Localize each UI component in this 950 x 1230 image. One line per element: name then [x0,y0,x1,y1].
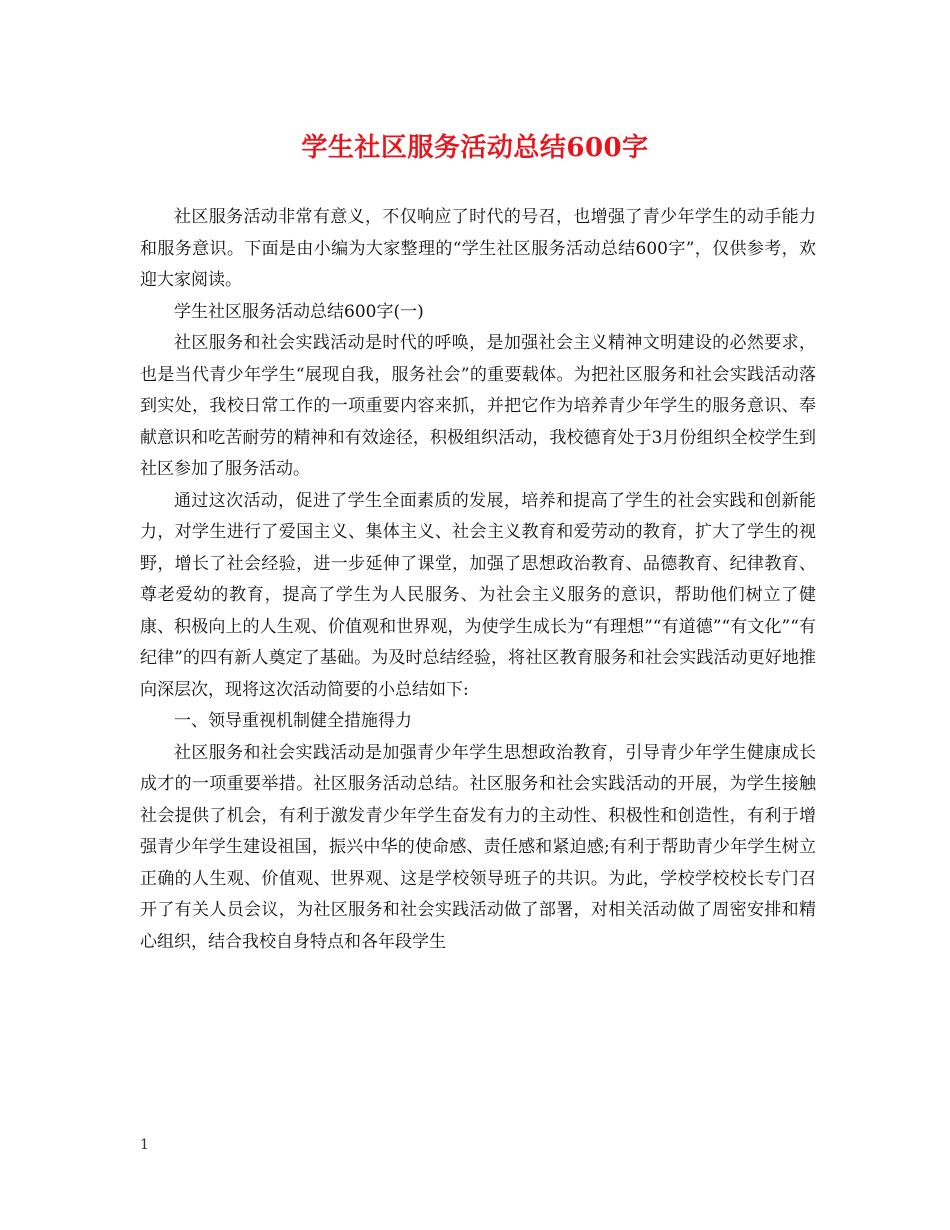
body-paragraph: 社区服务和社会实践活动是时代的呼唤，是加强社会主义精神文明建设的必然要求，也是当代青少年学生“展现自我，服务社会”的重要载体。为把社区服务和社会实践活动落到实处，我校日常工作的一项重要内容来抓，并把它作为培养青少年学生的服务意识、奉献意识和吃苦耐劳的精神和有效途径，积极组织活动，我校德育处于3月份组织全校学生到社区参加了服务活动。 [140,333,816,479]
body-paragraph: 通过这次活动，促进了学生全面素质的发展，培养和提高了学生的社会实践和创新能力，对学生进行了爱国主义、集体主义、社会主义教育和爱劳动的教育，扩大了学生的视野，增长了社会经验，进一步延伸了课堂，加强了思想政治教育、品德教育、纪律教育、尊老爱幼的教育，提高了学生为人民服务、为社会主义服务的意识，帮助他们树立了健康、积极向上的人生观、价值观和世界观，为使学生成长为“有理想”“有道德”“有文化”“有纪律”的四有新人奠定了基础。为及时总结经验，将社区教育服务和社会实践活动更好地推向深层次，现将这次活动简要的小总结如下: [140,490,816,700]
page-number: 1 [140,1137,149,1153]
body-paragraph: 社区服务和社会实践活动是加强青少年学生思想政治教育，引导青少年学生健康成长成才的一项重要举措。社区服务活动总结。社区服务和社会实践活动的开展，为学生接触社会提供了机会，有利于激发青少年学生奋发有力的主动性、积极性和创造性，有利于增强青少年学生建设祖国，振兴中华的使命感、责任感和紧迫感;有利于帮助青少年学生树立正确的人生观、价值观、世界观、这是学校领导班子的共识。为此，学校学校校长专门召开了有关人员会议，为社区服务和社会实践活动做了部署，对相关活动做了周密安排和精心组织，结合我校自身特点和各年段学生 [140,742,816,952]
document-title: 学生社区服务活动总结600字 [301,133,649,163]
section-heading-leadership: 一、领导重视机制健全措施得力 [174,711,412,731]
intro-paragraph: 社区服务活动非常有意义，不仅响应了时代的号召，也增强了青少年学生的动手能力和服务意识。下面是由小编为大家整理的“学生社区服务活动总结600字”，仅供参考，欢迎大家阅读。 [140,207,816,290]
section-heading-part-one: 学生社区服务活动总结600字(一) [174,301,424,322]
document-body [140,202,816,958]
